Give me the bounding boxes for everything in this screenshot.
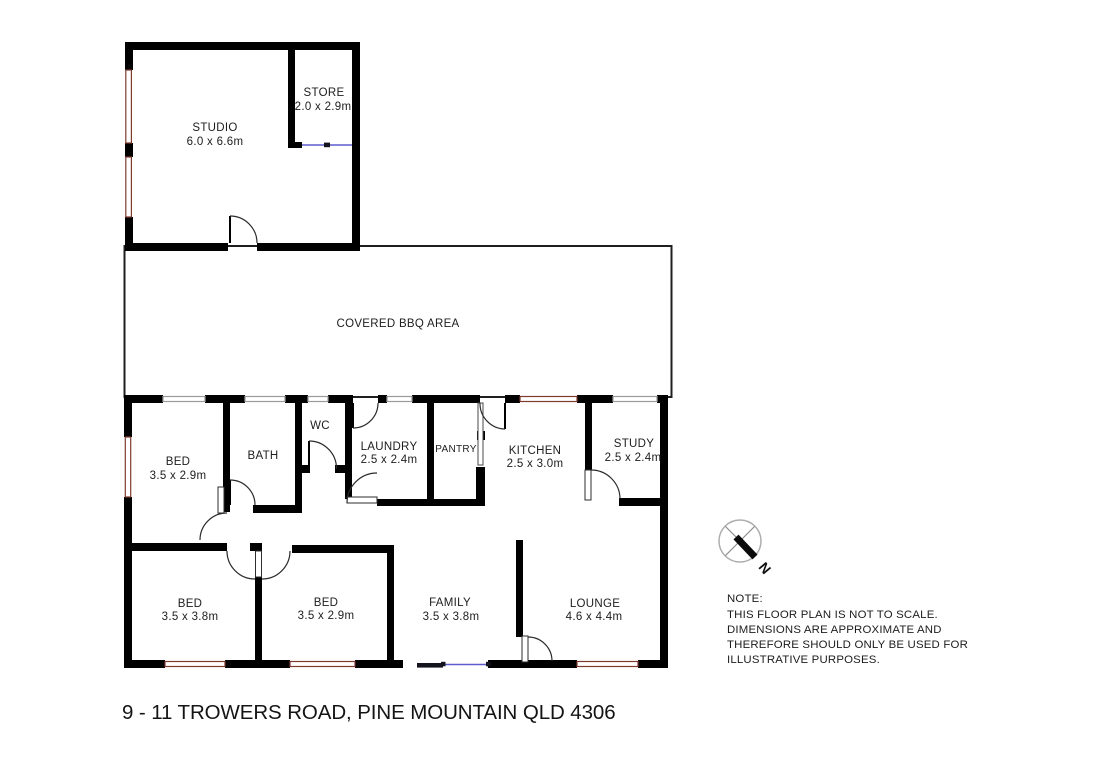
laundry-back-door xyxy=(353,403,378,428)
lounge-label: LOUNGE xyxy=(569,598,621,610)
note-line-2: DIMENSIONS ARE APPROXIMATE AND xyxy=(727,624,942,636)
bath-label: BATH xyxy=(247,450,279,462)
room-bed1 xyxy=(150,456,207,482)
lounge-dims: 4.6 x 4.4m xyxy=(565,611,623,623)
room-bed3 xyxy=(298,597,355,622)
bed3-label: BED xyxy=(313,597,339,609)
studio-door-swing-arc xyxy=(230,216,257,243)
study-dims: 2.5 x 2.4m xyxy=(604,452,662,464)
store-dims: 2.0 x 2.9m xyxy=(294,101,352,113)
laundry-label: LAUNDRY xyxy=(360,441,418,453)
room-wc xyxy=(310,420,330,432)
store-sliding-door xyxy=(302,143,352,148)
wc-label: WC xyxy=(310,420,330,432)
family-sliding-door-fixed-panel xyxy=(417,663,443,668)
room-studio xyxy=(187,122,244,148)
room-study xyxy=(605,438,662,464)
study-window-top xyxy=(613,397,657,402)
studio-entry-door xyxy=(230,216,257,243)
bath-door xyxy=(230,480,255,505)
house-walls xyxy=(124,395,668,668)
wc-window-top xyxy=(308,397,328,402)
laundry-window-top xyxy=(387,397,412,402)
studio-window-left-2 xyxy=(126,157,132,217)
bath-window-top xyxy=(245,397,285,402)
bbq-area xyxy=(125,246,672,397)
room-bed2 xyxy=(162,598,219,623)
studio-label: STUDIO xyxy=(192,122,238,134)
study-door xyxy=(585,470,620,500)
pantry-opening-thin-wall xyxy=(478,403,483,465)
compass-north-label: N xyxy=(755,558,775,578)
bed3-door xyxy=(262,551,290,579)
study-door-leaf xyxy=(585,470,591,500)
bed1-dims: 3.5 x 2.9m xyxy=(149,470,207,482)
wc-door-swing-arc xyxy=(309,441,337,469)
bed1-label: BED xyxy=(165,456,191,468)
family-sliding-door xyxy=(417,662,491,668)
bed2-door-swing-arc xyxy=(227,551,255,579)
lounge-window-bottom xyxy=(577,662,638,667)
wc-door xyxy=(309,441,337,469)
room-kitchen xyxy=(507,445,564,470)
bed2-door xyxy=(227,551,262,579)
bed3-door-swing-arc xyxy=(262,551,290,579)
room-lounge xyxy=(566,598,623,623)
note-line-1: THIS FLOOR PLAN IS NOT TO SCALE. xyxy=(727,609,938,621)
main-house xyxy=(124,395,668,668)
bath-door-swing-arc xyxy=(230,480,255,505)
bed3-dims: 3.5 x 2.9m xyxy=(297,610,355,622)
family-sliding-door-stop-right xyxy=(486,662,491,667)
lounge-door-swing-arc xyxy=(528,637,552,661)
studio-building xyxy=(125,42,360,251)
bed1-window-top xyxy=(163,397,205,402)
bed2-door-leaf xyxy=(256,551,262,577)
property-address: 9 - 11 TROWERS ROAD, PINE MOUNTAIN QLD 4306 xyxy=(122,701,616,724)
note-line-4: ILLUSTRATIVE PURPOSES. xyxy=(727,654,880,666)
laundry-hall-door-leaf xyxy=(347,497,377,503)
room-family xyxy=(423,597,480,623)
laundry-back-door-swing-arc xyxy=(353,403,378,428)
bed1-door xyxy=(200,487,227,540)
laundry-dims: 2.5 x 2.4m xyxy=(360,454,418,466)
family-label: FAMILY xyxy=(429,597,471,609)
bed2-window-bottom xyxy=(165,662,225,667)
note-heading: NOTE: xyxy=(727,593,763,605)
family-dims: 3.5 x 3.8m xyxy=(422,611,480,623)
kitchen-dims: 2.5 x 3.0m xyxy=(506,458,564,470)
kitchen-window-top xyxy=(520,397,577,402)
studio-window-left-1 xyxy=(126,70,132,143)
store-label: STORE xyxy=(303,87,345,99)
study-door-swing-arc xyxy=(591,470,620,499)
kitchen-back-door xyxy=(480,403,505,429)
study-label: STUDY xyxy=(613,438,655,450)
room-laundry xyxy=(361,441,418,466)
store-sliding-door-handle xyxy=(324,143,330,148)
bbq-area-label: COVERED BBQ AREA xyxy=(336,318,460,330)
bed2-dims: 3.5 x 3.8m xyxy=(161,611,219,623)
bed1-door-swing-arc xyxy=(200,513,227,540)
kitchen-label: KITCHEN xyxy=(508,445,562,457)
family-sliding-door-stop-left xyxy=(441,662,446,667)
lounge-door xyxy=(522,636,552,662)
note-line-3: THEREFORE SHOULD ONLY BE USED FOR xyxy=(727,639,968,651)
compass xyxy=(719,520,774,577)
disclaimer-note xyxy=(727,593,968,666)
bed3-window-bottom xyxy=(290,662,355,667)
studio-dims: 6.0 x 6.6m xyxy=(186,136,244,148)
room-bath xyxy=(247,450,278,462)
bed2-label: BED xyxy=(177,598,203,610)
bed1-window-left xyxy=(125,437,130,497)
kitchen-back-door-swing-arc xyxy=(480,403,505,429)
pantry-label: PANTRY xyxy=(435,444,477,455)
lounge-door-leaf xyxy=(522,636,528,662)
bed1-door-leaf xyxy=(218,487,224,513)
room-store xyxy=(295,87,352,113)
room-pantry xyxy=(435,444,476,455)
